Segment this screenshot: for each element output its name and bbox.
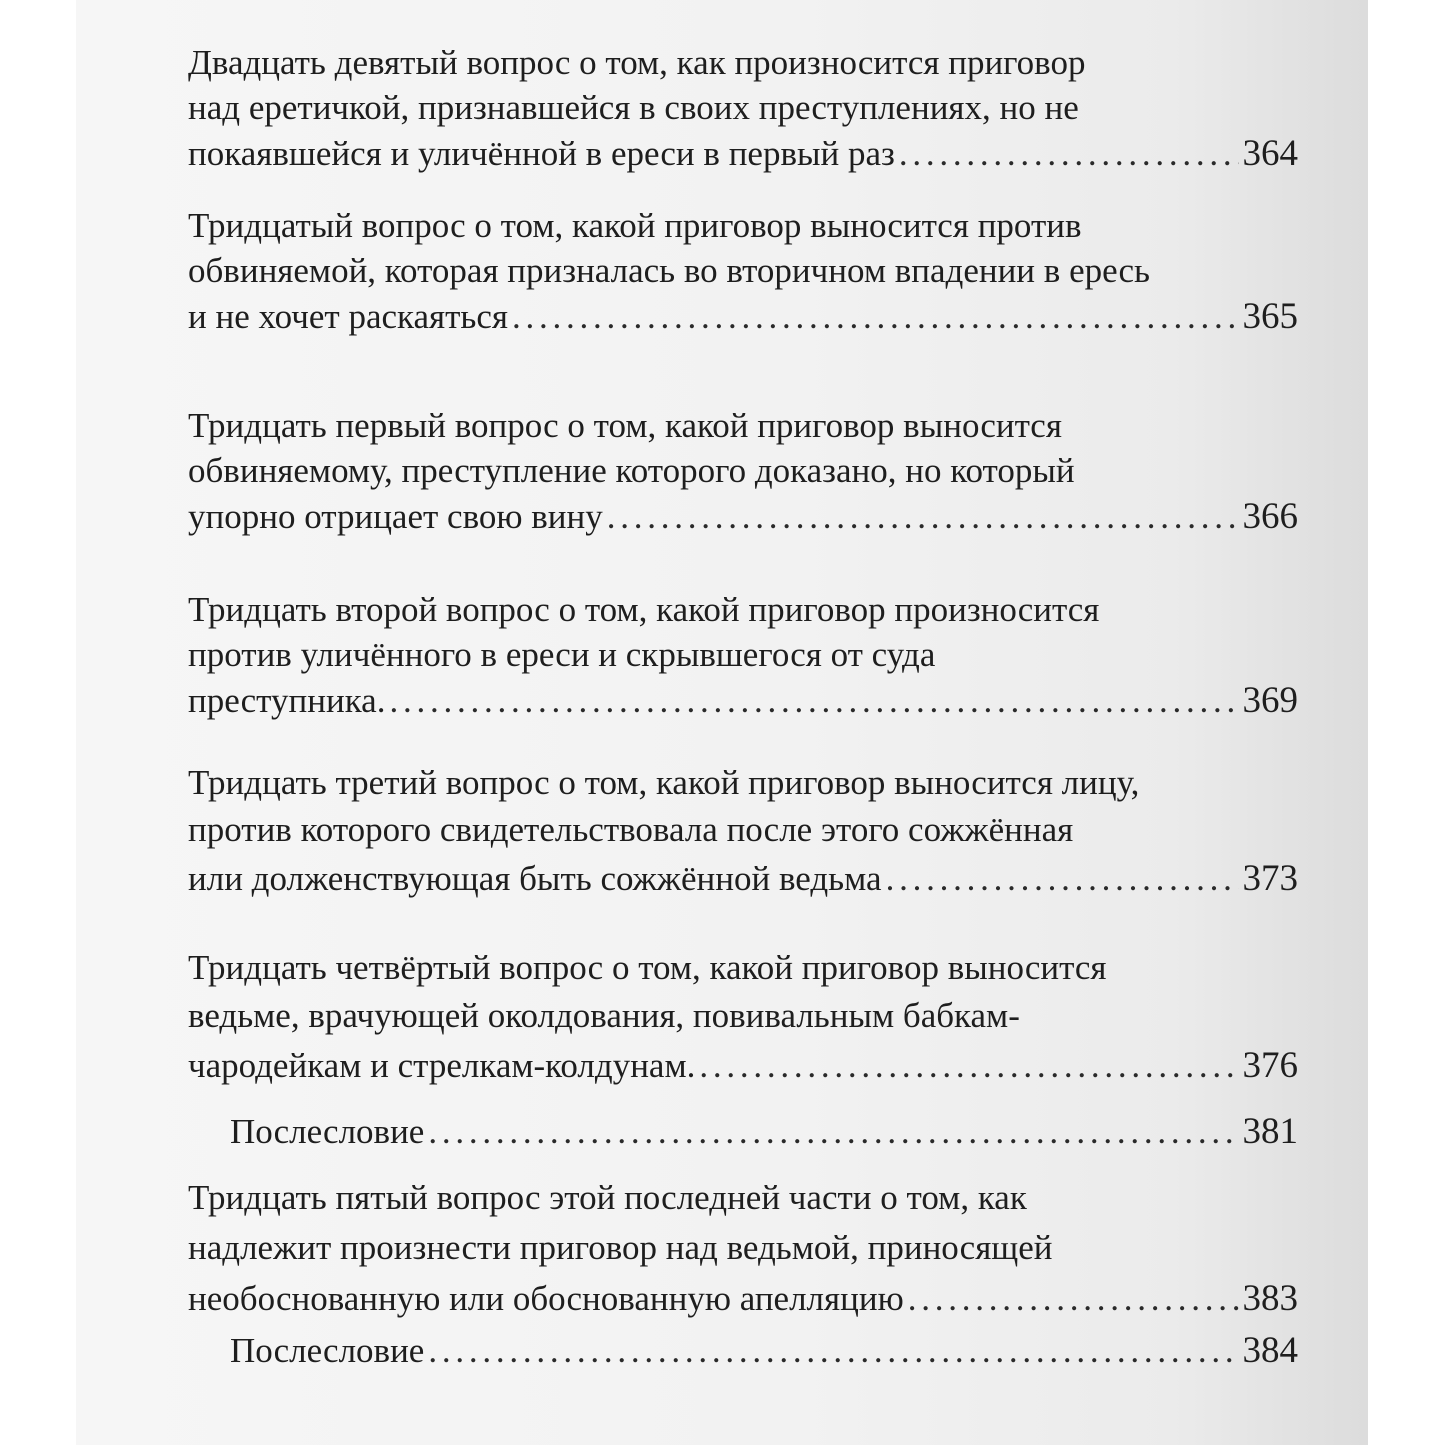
table-of-contents	[76, 0, 1368, 1445]
toc-entry-31-line-1: Тридцать первый вопрос о том, какой приговор выносится	[188, 406, 1062, 445]
dot-leader	[607, 499, 1239, 534]
toc-entry-35-line-1: Тридцать пятый вопрос этой последней части о том, как	[188, 1178, 1027, 1217]
toc-entry-33-line-2: против которого свидетельствовала после этого сожжённая	[188, 810, 1074, 849]
toc-entry-30-line-1: Тридцатый вопрос о том, какой приговор выносится против	[188, 206, 1082, 245]
toc-entry-33-last-line[interactable]	[188, 860, 1298, 897]
toc-afterword-1[interactable]	[230, 1113, 1298, 1150]
toc-entry-32-page-number: 369	[1242, 680, 1298, 721]
toc-entry-31-page-number: 366	[1242, 496, 1298, 537]
dot-leader	[428, 1333, 1238, 1368]
toc-entry-33-line-3: или долженствующая быть сожжённой ведьма	[188, 859, 882, 898]
toc-entry-29-line-1: Двадцать девятый вопрос о том, как произносится приговор	[188, 43, 1086, 82]
dot-leader	[886, 861, 1239, 896]
dot-leader	[899, 136, 1239, 171]
toc-entry-32-last-line[interactable]	[188, 682, 1298, 719]
dot-leader	[908, 1281, 1239, 1316]
toc-entry-34-page-number: 376	[1242, 1045, 1298, 1086]
toc-entry-33-line-1: Тридцать третий вопрос о том, какой приговор выносится лицу,	[188, 763, 1140, 802]
dot-leader	[699, 1048, 1238, 1083]
toc-entry-30-page-number: 365	[1242, 296, 1298, 337]
toc-entry-30-line-2: обвиняемой, которая призналась во вторичном впадении в ересь	[188, 251, 1151, 290]
toc-entry-34-line-2: ведьме, врачующей околдования, повивальным бабкам-	[188, 996, 1020, 1035]
toc-afterword-2-page-number: 384	[1242, 1330, 1298, 1371]
toc-entry-35-last-line[interactable]	[188, 1280, 1298, 1317]
toc-entry-32-line-3: преступника.	[188, 681, 386, 720]
toc-entry-35-line-2: надлежит произнести приговор над ведьмой, приносящей	[188, 1228, 1053, 1267]
toc-afterword-1-page-number: 381	[1242, 1111, 1298, 1152]
toc-entry-30-line-3: и не хочет раскаяться	[188, 297, 509, 336]
toc-entry-34-line-1: Тридцать четвёртый вопрос о том, какой приговор выносится	[188, 948, 1107, 987]
toc-afterword-2-title: Послесловие	[230, 1331, 425, 1370]
toc-entry-29-line-3: покаявшейся и уличённой в ереси в первый раз	[188, 134, 895, 173]
toc-entry-32-line-1: Тридцать второй вопрос о том, какой приговор произносится	[188, 590, 1100, 629]
toc-entry-34-line-3: чародейкам и стрелкам-колдунам.	[188, 1046, 696, 1085]
toc-afterword-2[interactable]	[230, 1332, 1298, 1369]
toc-entry-31-line-2: обвиняемому, преступление которого доказано, но который	[188, 451, 1075, 490]
toc-entry-31-last-line[interactable]	[188, 498, 1298, 535]
toc-afterword-1-title: Послесловие	[230, 1112, 425, 1151]
toc-entry-33-page-number: 373	[1242, 858, 1298, 899]
dot-leader	[512, 299, 1238, 334]
toc-entry-30-last-line[interactable]	[188, 298, 1298, 335]
toc-entry-34-last-line[interactable]	[188, 1047, 1298, 1084]
toc-entry-29-page-number: 364	[1242, 133, 1298, 174]
book-page	[76, 0, 1368, 1445]
dot-leader	[389, 683, 1238, 718]
toc-entry-35-page-number: 383	[1242, 1278, 1298, 1319]
toc-entry-32-line-2: против уличённого в ереси и скрывшегося от суда	[188, 635, 936, 674]
toc-entry-31-line-3: упорно отрицает свою вину	[188, 497, 603, 536]
toc-entry-29-line-2: над еретичкой, признавшейся в своих преступлениях, но не	[188, 88, 1079, 127]
toc-entry-35-line-3: необоснованную или обоснованную апелляцию	[188, 1279, 904, 1318]
dot-leader	[428, 1114, 1238, 1149]
toc-entry-29-last-line[interactable]	[188, 135, 1298, 172]
